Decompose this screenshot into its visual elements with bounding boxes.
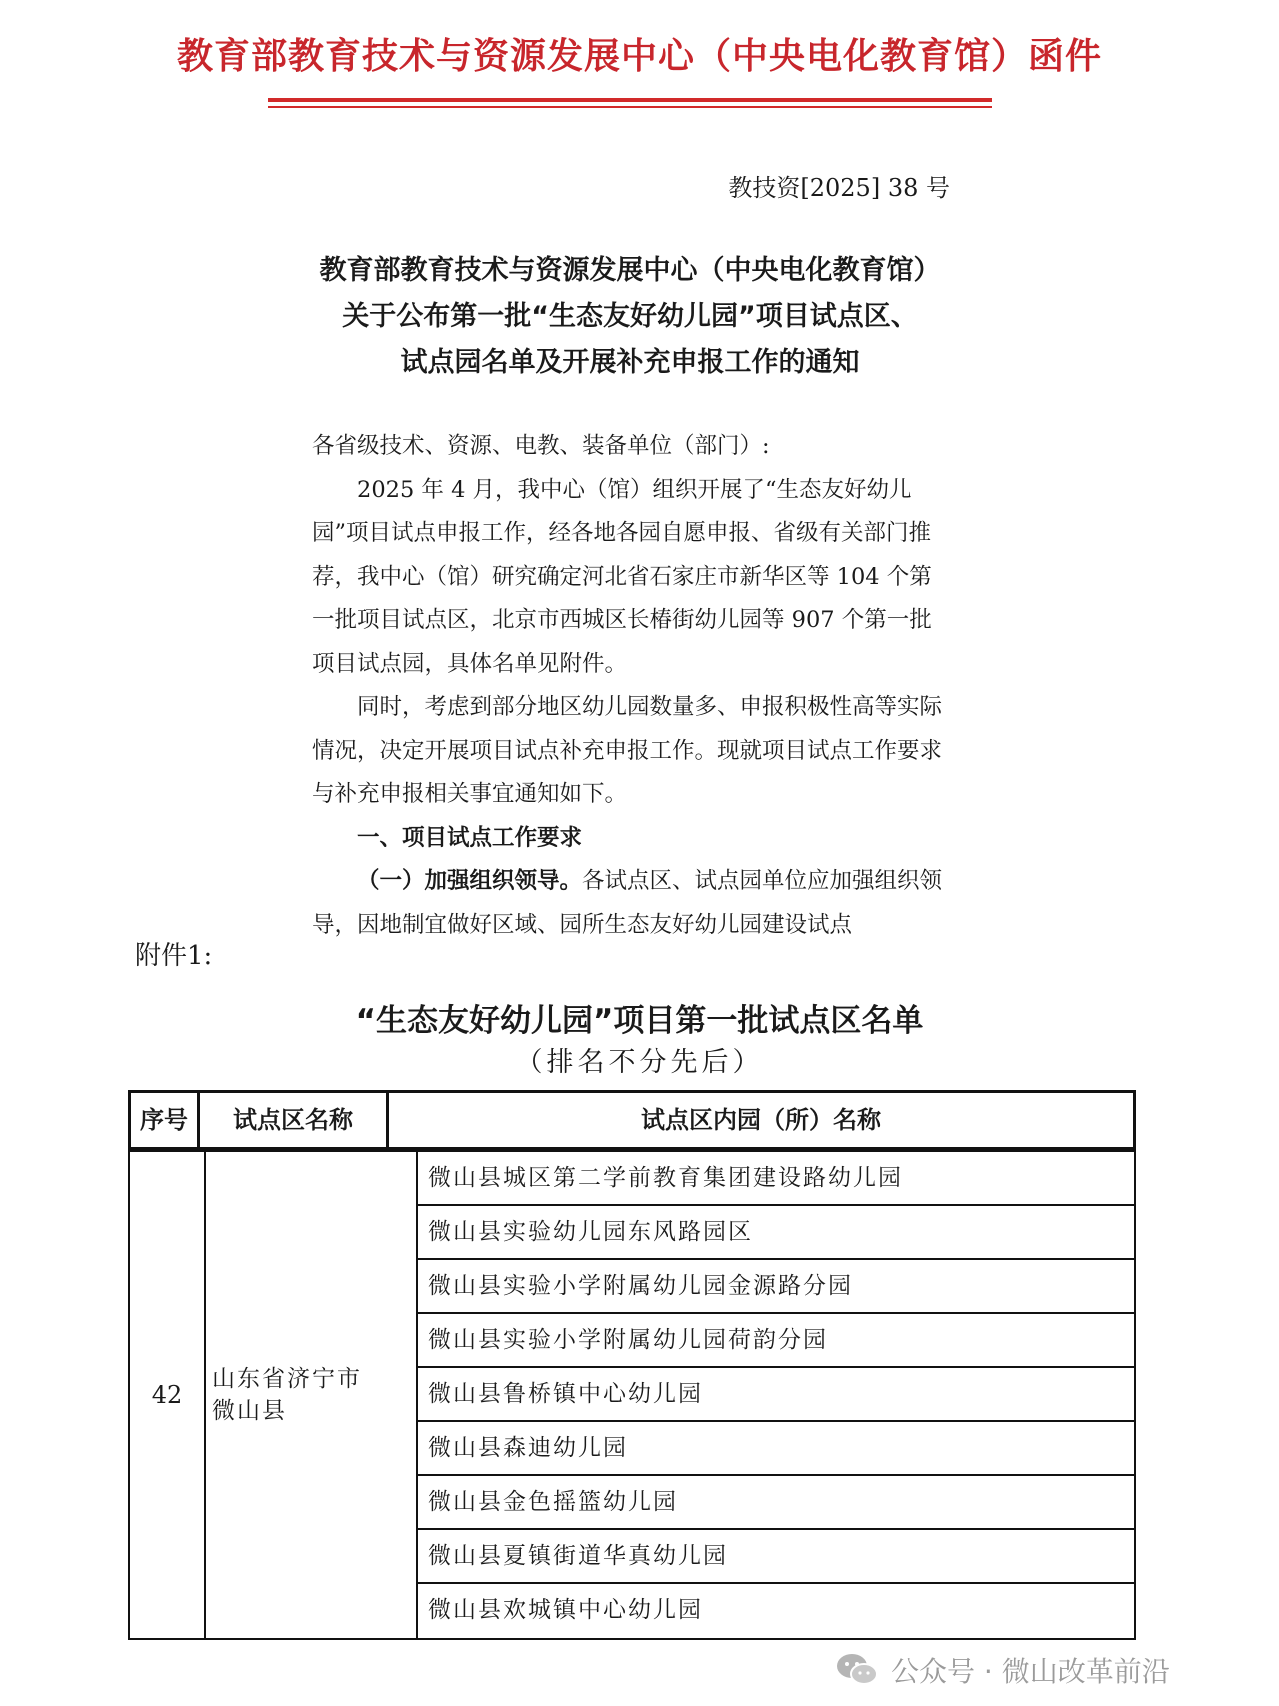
kindergarten-row: 微山县实验小学附属幼儿园荷韵分园 <box>418 1314 1134 1368</box>
letterhead-divider-thin <box>268 106 992 108</box>
kindergarten-row: 微山县欢城镇中心幼儿园 <box>428 1597 703 1623</box>
table-subtitle: （排名不分先后） <box>515 1047 764 1078</box>
notice-title-line: 关于公布第一批“生态友好幼儿园”项目试点区、 <box>342 301 918 332</box>
notice-body <box>312 425 952 947</box>
header-area: 试点区名称 <box>233 1106 353 1134</box>
kindergarten-row: 微山县夏镇街道华真幼儿园 <box>418 1530 1134 1584</box>
letterhead-title: 教育部教育技术与资源发展中心（中央电化教育馆）函件 <box>176 36 1102 77</box>
kindergarten-row: 微山县实验幼儿园东风路园区 <box>418 1206 1134 1260</box>
kindergarten-list <box>418 1152 1134 1638</box>
salutation: 各省级技术、资源、电教、装备单位（部门）: <box>312 433 770 459</box>
pilot-district-table <box>128 1090 1136 1640</box>
section-heading: 一、项目试点工作要求 <box>357 824 583 851</box>
watermark-text: 公众号 · 微山改革前沿 <box>891 1655 1170 1688</box>
letterhead-divider-thick <box>268 98 992 102</box>
row-area: 山东省济宁市微山县 <box>212 1366 362 1424</box>
kindergarten-row: 微山县鲁桥镇中心幼儿园 <box>418 1368 1134 1422</box>
kindergarten-row: 微山县森迪幼儿园 <box>418 1422 1134 1476</box>
kindergarten-row: 微山县城区第二学前教育集团建设路幼儿园 <box>418 1152 1134 1206</box>
table-header <box>128 1090 1136 1150</box>
paragraph-2: 同时，考虑到部分地区幼儿园数量多、申报积极性高等实际情况，决定开展项目试点补充申报工作。现就项目试点工作要求与补充申报相关事宜通知如下。 <box>312 694 943 807</box>
notice-title-line: 试点园名单及开展补充申报工作的通知 <box>400 347 860 378</box>
attachment-label: 附件1: <box>135 941 213 971</box>
notice-title <box>230 248 1030 386</box>
kindergarten-row: 微山县金色摇篮幼儿园 <box>418 1476 1134 1530</box>
watermark <box>835 1650 1170 1690</box>
table-body <box>128 1150 1136 1640</box>
notice-title-line: 教育部教育技术与资源发展中心（中央电化教育馆） <box>319 255 941 286</box>
document-number: 教技资[2025] 38 号 <box>728 174 950 202</box>
header-seq: 序号 <box>140 1106 188 1134</box>
paragraph-3 <box>312 860 952 947</box>
column-divider <box>204 1152 206 1638</box>
table-title: “生态友好幼儿园”项目第一批试点区名单 <box>355 1003 924 1039</box>
paragraph-3-lead: （一）加强组织领导。 <box>357 868 583 894</box>
kindergarten-row: 微山县实验小学附属幼儿园金源路分园 <box>418 1260 1134 1314</box>
row-seq: 42 <box>151 1381 183 1409</box>
paragraph-1: 2025 年 4 月，我中心（馆）组织开展了“生态友好幼儿园”项目试点申报工作，经各地各园自愿申报、省级有关部门推荐，我中心（馆）研究确定河北省石家庄市新华区等 104 个第一批项目试点区，北京市西城区长椿街幼儿园等 907 个第一批项目试点园，具体名单见附件。 <box>312 476 932 677</box>
paragraph-3-text: 各试点区、试点园单位应加强组织领导，因地制宜做好区域、园所生态友好幼儿园建设试点 <box>312 868 943 938</box>
wechat-icon <box>835 1652 879 1688</box>
header-kindergartens: 试点区内园（所）名称 <box>641 1106 881 1134</box>
